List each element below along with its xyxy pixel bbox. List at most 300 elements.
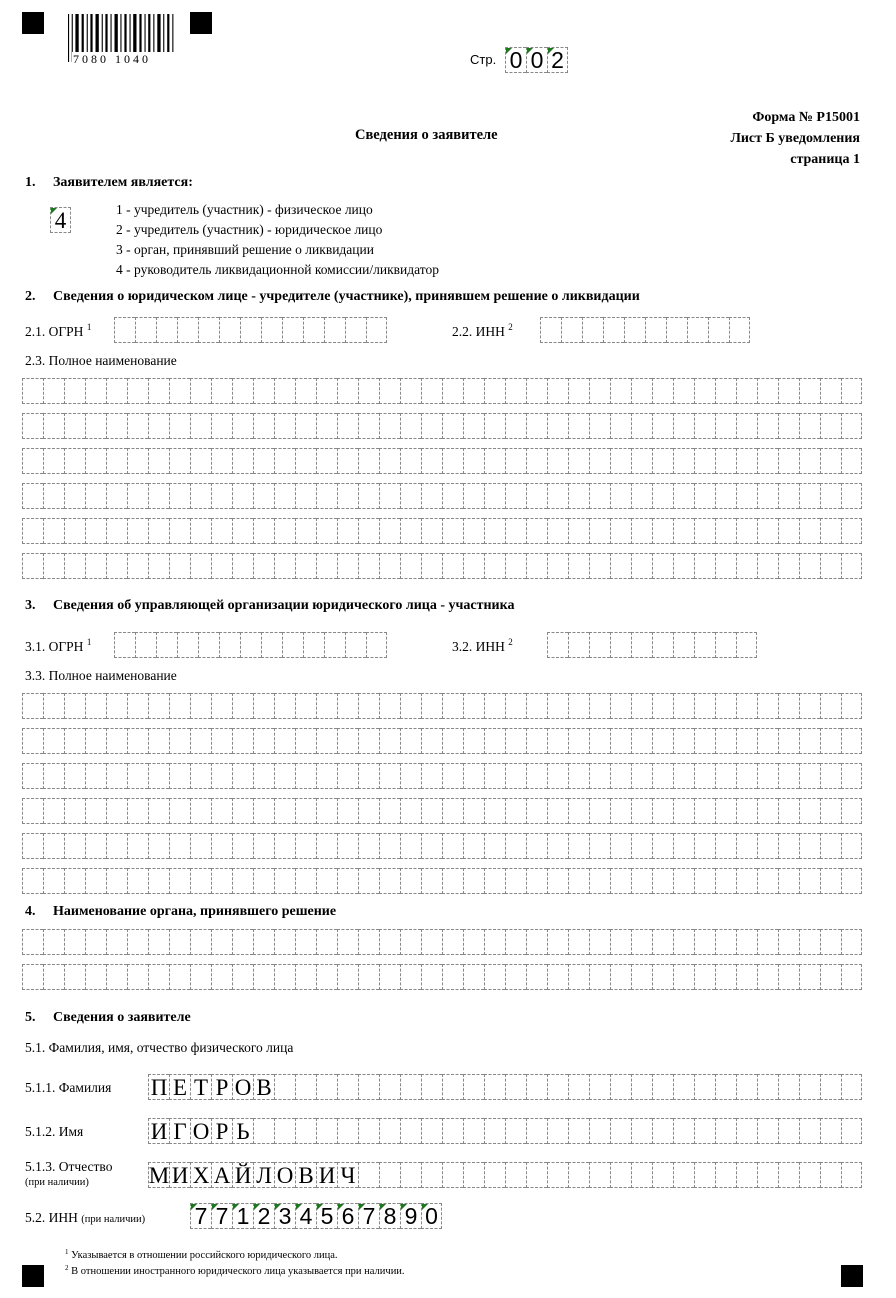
char-cell[interactable] — [736, 632, 757, 658]
char-cell[interactable] — [274, 868, 295, 894]
char-cell[interactable] — [526, 1162, 547, 1188]
char-cell[interactable] — [358, 483, 379, 509]
char-cell[interactable] — [505, 553, 526, 579]
char-cell[interactable] — [148, 964, 169, 990]
char-cell[interactable] — [43, 693, 64, 719]
char-cell[interactable] — [148, 483, 169, 509]
char-cell[interactable] — [169, 518, 190, 544]
char-cell[interactable] — [799, 1118, 820, 1144]
char-cell[interactable] — [127, 728, 148, 754]
char-cell[interactable] — [526, 964, 547, 990]
text-row[interactable] — [22, 929, 862, 955]
char-cell[interactable] — [463, 763, 484, 789]
char-cell[interactable] — [232, 833, 253, 859]
char-cell[interactable] — [484, 378, 505, 404]
char-cell[interactable]: 2 — [547, 47, 568, 73]
char-cell[interactable] — [673, 1074, 694, 1100]
char-cell[interactable] — [127, 378, 148, 404]
char-cell[interactable] — [505, 448, 526, 474]
char-cell[interactable] — [379, 868, 400, 894]
char-cell[interactable] — [442, 868, 463, 894]
char-cell[interactable] — [757, 1118, 778, 1144]
char-cell[interactable] — [106, 833, 127, 859]
char-cell[interactable] — [337, 413, 358, 439]
char-cell[interactable] — [106, 693, 127, 719]
char-cell[interactable] — [232, 964, 253, 990]
char-cell[interactable] — [253, 833, 274, 859]
char-cell[interactable] — [421, 868, 442, 894]
char-cell[interactable] — [547, 1162, 568, 1188]
char-cell[interactable] — [316, 964, 337, 990]
char-cell[interactable] — [673, 868, 694, 894]
char-cell[interactable] — [526, 483, 547, 509]
char-cell[interactable] — [673, 964, 694, 990]
char-cell[interactable] — [127, 868, 148, 894]
char-cell[interactable] — [715, 693, 736, 719]
char-cell[interactable] — [169, 448, 190, 474]
char-cell[interactable] — [400, 833, 421, 859]
char-cell[interactable] — [568, 1162, 589, 1188]
char-cell[interactable] — [631, 693, 652, 719]
char-cell[interactable] — [295, 693, 316, 719]
char-cell[interactable] — [589, 1162, 610, 1188]
char-cell[interactable] — [190, 964, 211, 990]
char-cell[interactable] — [547, 632, 568, 658]
char-cell[interactable] — [610, 553, 631, 579]
char-cell[interactable] — [631, 728, 652, 754]
text-row[interactable] — [22, 868, 862, 894]
char-cell[interactable] — [589, 868, 610, 894]
char-cell[interactable] — [190, 763, 211, 789]
char-cell[interactable] — [463, 1118, 484, 1144]
char-cell[interactable] — [687, 317, 708, 343]
char-cell[interactable] — [652, 728, 673, 754]
char-cell[interactable] — [526, 868, 547, 894]
char-cell[interactable] — [778, 1118, 799, 1144]
char-cell[interactable] — [820, 553, 841, 579]
char-cell[interactable] — [652, 448, 673, 474]
char-cell[interactable] — [135, 317, 156, 343]
char-cell[interactable] — [442, 833, 463, 859]
char-cell[interactable] — [169, 378, 190, 404]
char-cell[interactable] — [547, 868, 568, 894]
char-cell[interactable] — [106, 518, 127, 544]
char-cell[interactable]: Е — [169, 1074, 190, 1100]
char-cell[interactable] — [135, 632, 156, 658]
char-cell[interactable] — [316, 518, 337, 544]
char-cell[interactable] — [715, 763, 736, 789]
char-cell[interactable] — [148, 798, 169, 824]
char-cell[interactable] — [211, 929, 232, 955]
char-cell[interactable]: Ь — [232, 1118, 253, 1144]
char-cell[interactable] — [169, 413, 190, 439]
char-cell[interactable] — [232, 483, 253, 509]
char-cell[interactable] — [463, 1162, 484, 1188]
char-cell[interactable] — [736, 693, 757, 719]
text-row[interactable] — [22, 448, 862, 474]
char-cell[interactable] — [85, 964, 106, 990]
char-cell[interactable] — [610, 964, 631, 990]
char-cell[interactable] — [337, 798, 358, 824]
char-cell[interactable] — [337, 448, 358, 474]
char-cell[interactable] — [282, 317, 303, 343]
char-cell[interactable] — [652, 413, 673, 439]
char-cell[interactable] — [631, 798, 652, 824]
char-cell[interactable] — [169, 833, 190, 859]
char-cell[interactable] — [337, 728, 358, 754]
char-cell[interactable] — [43, 483, 64, 509]
char-cell[interactable] — [358, 448, 379, 474]
char-cell[interactable] — [652, 833, 673, 859]
char-cell[interactable] — [715, 1162, 736, 1188]
char-cell[interactable] — [736, 763, 757, 789]
char-cell[interactable] — [505, 693, 526, 719]
char-cell[interactable] — [645, 317, 666, 343]
char-cell[interactable] — [85, 833, 106, 859]
char-cell[interactable] — [505, 964, 526, 990]
char-cell[interactable] — [561, 317, 582, 343]
char-cell[interactable] — [22, 448, 43, 474]
char-cell[interactable] — [673, 833, 694, 859]
char-cell[interactable] — [379, 448, 400, 474]
char-cell[interactable] — [274, 1074, 295, 1100]
char-cell[interactable]: В — [295, 1162, 316, 1188]
char-cell[interactable] — [631, 518, 652, 544]
char-cell[interactable] — [631, 929, 652, 955]
char-cell[interactable] — [85, 483, 106, 509]
char-cell[interactable]: 7 — [211, 1203, 232, 1229]
char-cell[interactable] — [463, 378, 484, 404]
char-cell[interactable] — [198, 632, 219, 658]
char-cell[interactable]: 8 — [379, 1203, 400, 1229]
char-cell[interactable] — [820, 1074, 841, 1100]
char-cell[interactable] — [666, 317, 687, 343]
char-cell[interactable] — [624, 317, 645, 343]
char-cell[interactable] — [799, 448, 820, 474]
char-cell[interactable] — [547, 964, 568, 990]
char-cell[interactable] — [673, 632, 694, 658]
char-cell[interactable] — [463, 728, 484, 754]
char-cell[interactable] — [421, 728, 442, 754]
char-cell[interactable] — [820, 763, 841, 789]
char-cell[interactable] — [547, 483, 568, 509]
char-cell[interactable] — [631, 833, 652, 859]
char-cell[interactable] — [526, 929, 547, 955]
char-cell[interactable] — [85, 413, 106, 439]
char-cell[interactable] — [316, 833, 337, 859]
char-cell[interactable] — [442, 448, 463, 474]
char-cell[interactable] — [736, 728, 757, 754]
char-cell[interactable] — [631, 553, 652, 579]
char-cell[interactable] — [694, 413, 715, 439]
char-cell[interactable] — [274, 929, 295, 955]
char-cell[interactable] — [547, 518, 568, 544]
applicant-type-field[interactable] — [50, 207, 71, 233]
char-cell[interactable] — [253, 798, 274, 824]
char-cell[interactable] — [778, 798, 799, 824]
char-cell[interactable] — [400, 378, 421, 404]
char-cell[interactable]: И — [169, 1162, 190, 1188]
char-cell[interactable] — [379, 553, 400, 579]
char-cell[interactable] — [463, 964, 484, 990]
char-cell[interactable] — [316, 1074, 337, 1100]
char-cell[interactable] — [295, 518, 316, 544]
char-cell[interactable] — [337, 378, 358, 404]
char-cell[interactable] — [799, 483, 820, 509]
char-cell[interactable] — [841, 929, 862, 955]
char-cell[interactable] — [358, 833, 379, 859]
char-cell[interactable] — [582, 317, 603, 343]
char-cell[interactable] — [22, 553, 43, 579]
char-cell[interactable] — [526, 1118, 547, 1144]
char-cell[interactable] — [799, 798, 820, 824]
char-cell[interactable] — [22, 763, 43, 789]
char-cell[interactable] — [778, 833, 799, 859]
char-cell[interactable] — [337, 763, 358, 789]
char-cell[interactable] — [715, 483, 736, 509]
char-cell[interactable]: Т — [190, 1074, 211, 1100]
char-cell[interactable] — [799, 964, 820, 990]
char-cell[interactable] — [547, 378, 568, 404]
char-cell[interactable] — [295, 868, 316, 894]
char-cell[interactable] — [316, 929, 337, 955]
char-cell[interactable] — [85, 868, 106, 894]
char-cell[interactable] — [295, 964, 316, 990]
char-cell[interactable] — [379, 518, 400, 544]
char-cell[interactable] — [169, 868, 190, 894]
char-cell[interactable] — [253, 378, 274, 404]
ogrn-2-field[interactable] — [114, 317, 387, 343]
char-cell[interactable] — [610, 448, 631, 474]
char-cell[interactable] — [505, 728, 526, 754]
char-cell[interactable] — [358, 1162, 379, 1188]
char-cell[interactable] — [631, 448, 652, 474]
char-cell[interactable] — [295, 798, 316, 824]
char-cell[interactable] — [568, 553, 589, 579]
char-cell[interactable] — [841, 1162, 862, 1188]
char-cell[interactable] — [366, 317, 387, 343]
char-cell[interactable] — [190, 483, 211, 509]
char-cell[interactable] — [589, 518, 610, 544]
char-cell[interactable] — [22, 929, 43, 955]
char-cell[interactable] — [190, 518, 211, 544]
char-cell[interactable] — [568, 632, 589, 658]
char-cell[interactable] — [253, 1118, 274, 1144]
char-cell[interactable] — [22, 413, 43, 439]
char-cell[interactable] — [337, 518, 358, 544]
char-cell[interactable] — [316, 413, 337, 439]
char-cell[interactable]: 4 — [50, 207, 71, 233]
char-cell[interactable] — [631, 964, 652, 990]
char-cell[interactable] — [799, 1162, 820, 1188]
char-cell[interactable] — [316, 868, 337, 894]
char-cell[interactable] — [442, 1074, 463, 1100]
char-cell[interactable] — [568, 1074, 589, 1100]
char-cell[interactable] — [568, 964, 589, 990]
char-cell[interactable] — [442, 378, 463, 404]
char-cell[interactable] — [736, 798, 757, 824]
char-cell[interactable] — [400, 553, 421, 579]
char-cell[interactable] — [841, 798, 862, 824]
char-cell[interactable] — [652, 518, 673, 544]
char-cell[interactable] — [274, 728, 295, 754]
char-cell[interactable] — [274, 763, 295, 789]
char-cell[interactable] — [631, 763, 652, 789]
char-cell[interactable] — [736, 929, 757, 955]
char-cell[interactable] — [379, 693, 400, 719]
char-cell[interactable] — [589, 929, 610, 955]
char-cell[interactable] — [43, 868, 64, 894]
char-cell[interactable] — [610, 1118, 631, 1144]
char-cell[interactable] — [316, 798, 337, 824]
ogrn-3-field[interactable] — [114, 632, 387, 658]
char-cell[interactable] — [148, 929, 169, 955]
char-cell[interactable] — [316, 728, 337, 754]
patronymic-field[interactable] — [148, 1162, 862, 1188]
char-cell[interactable] — [631, 1074, 652, 1100]
char-cell[interactable] — [253, 483, 274, 509]
char-cell[interactable] — [505, 378, 526, 404]
char-cell[interactable] — [22, 833, 43, 859]
char-cell[interactable] — [820, 693, 841, 719]
char-cell[interactable] — [148, 763, 169, 789]
char-cell[interactable] — [547, 1118, 568, 1144]
char-cell[interactable] — [148, 378, 169, 404]
char-cell[interactable] — [610, 518, 631, 544]
char-cell[interactable] — [274, 378, 295, 404]
char-cell[interactable] — [568, 693, 589, 719]
char-cell[interactable] — [177, 632, 198, 658]
char-cell[interactable] — [253, 553, 274, 579]
char-cell[interactable] — [505, 1074, 526, 1100]
char-cell[interactable] — [799, 929, 820, 955]
char-cell[interactable] — [442, 763, 463, 789]
char-cell[interactable] — [64, 378, 85, 404]
char-cell[interactable] — [379, 413, 400, 439]
char-cell[interactable] — [757, 413, 778, 439]
char-cell[interactable] — [484, 964, 505, 990]
char-cell[interactable] — [85, 518, 106, 544]
char-cell[interactable] — [232, 798, 253, 824]
char-cell[interactable] — [778, 553, 799, 579]
char-cell[interactable] — [484, 833, 505, 859]
char-cell[interactable] — [547, 798, 568, 824]
char-cell[interactable] — [22, 483, 43, 509]
char-cell[interactable] — [694, 929, 715, 955]
char-cell[interactable] — [568, 413, 589, 439]
char-cell[interactable] — [295, 929, 316, 955]
char-cell[interactable] — [190, 868, 211, 894]
char-cell[interactable] — [400, 1074, 421, 1100]
char-cell[interactable] — [324, 632, 345, 658]
char-cell[interactable] — [85, 929, 106, 955]
char-cell[interactable]: М — [148, 1162, 170, 1188]
text-row[interactable] — [22, 378, 862, 404]
char-cell[interactable] — [757, 693, 778, 719]
char-cell[interactable]: 9 — [400, 1203, 421, 1229]
char-cell[interactable] — [799, 1074, 820, 1100]
char-cell[interactable] — [526, 833, 547, 859]
char-cell[interactable] — [547, 763, 568, 789]
char-cell[interactable] — [114, 317, 135, 343]
char-cell[interactable] — [484, 868, 505, 894]
char-cell[interactable] — [295, 1074, 316, 1100]
char-cell[interactable] — [400, 763, 421, 789]
char-cell[interactable] — [715, 378, 736, 404]
char-cell[interactable] — [820, 798, 841, 824]
char-cell[interactable] — [295, 763, 316, 789]
char-cell[interactable] — [715, 518, 736, 544]
char-cell[interactable] — [232, 728, 253, 754]
char-cell[interactable] — [421, 763, 442, 789]
char-cell[interactable] — [715, 728, 736, 754]
char-cell[interactable]: И — [148, 1118, 169, 1144]
char-cell[interactable] — [232, 868, 253, 894]
char-cell[interactable] — [274, 964, 295, 990]
char-cell[interactable] — [589, 693, 610, 719]
char-cell[interactable]: 7 — [190, 1203, 211, 1229]
char-cell[interactable] — [757, 868, 778, 894]
char-cell[interactable] — [316, 483, 337, 509]
char-cell[interactable] — [337, 553, 358, 579]
char-cell[interactable] — [106, 929, 127, 955]
char-cell[interactable] — [736, 553, 757, 579]
char-cell[interactable] — [253, 693, 274, 719]
char-cell[interactable] — [694, 632, 715, 658]
inn-2-field[interactable] — [540, 317, 750, 343]
char-cell[interactable] — [274, 693, 295, 719]
char-cell[interactable] — [715, 448, 736, 474]
char-cell[interactable] — [219, 632, 240, 658]
char-cell[interactable] — [757, 1074, 778, 1100]
char-cell[interactable] — [400, 728, 421, 754]
char-cell[interactable] — [232, 763, 253, 789]
char-cell[interactable] — [505, 833, 526, 859]
char-cell[interactable] — [610, 798, 631, 824]
char-cell[interactable] — [463, 798, 484, 824]
char-cell[interactable] — [85, 378, 106, 404]
surname-field[interactable] — [148, 1074, 862, 1100]
char-cell[interactable] — [841, 518, 862, 544]
char-cell[interactable] — [673, 728, 694, 754]
char-cell[interactable]: В — [253, 1074, 274, 1100]
char-cell[interactable] — [358, 553, 379, 579]
char-cell[interactable] — [211, 728, 232, 754]
char-cell[interactable] — [694, 378, 715, 404]
char-cell[interactable] — [505, 868, 526, 894]
char-cell[interactable] — [589, 833, 610, 859]
char-cell[interactable] — [421, 1118, 442, 1144]
char-cell[interactable] — [127, 693, 148, 719]
text-row[interactable] — [22, 553, 862, 579]
char-cell[interactable] — [358, 693, 379, 719]
char-cell[interactable]: 7 — [358, 1203, 379, 1229]
char-cell[interactable] — [148, 518, 169, 544]
char-cell[interactable] — [841, 693, 862, 719]
char-cell[interactable] — [400, 1118, 421, 1144]
char-cell[interactable] — [694, 728, 715, 754]
char-cell[interactable] — [589, 483, 610, 509]
char-cell[interactable] — [64, 483, 85, 509]
char-cell[interactable] — [778, 693, 799, 719]
char-cell[interactable] — [736, 1118, 757, 1144]
char-cell[interactable] — [736, 964, 757, 990]
char-cell[interactable] — [379, 1074, 400, 1100]
char-cell[interactable] — [778, 964, 799, 990]
char-cell[interactable] — [484, 763, 505, 789]
char-cell[interactable] — [127, 964, 148, 990]
char-cell[interactable] — [253, 448, 274, 474]
